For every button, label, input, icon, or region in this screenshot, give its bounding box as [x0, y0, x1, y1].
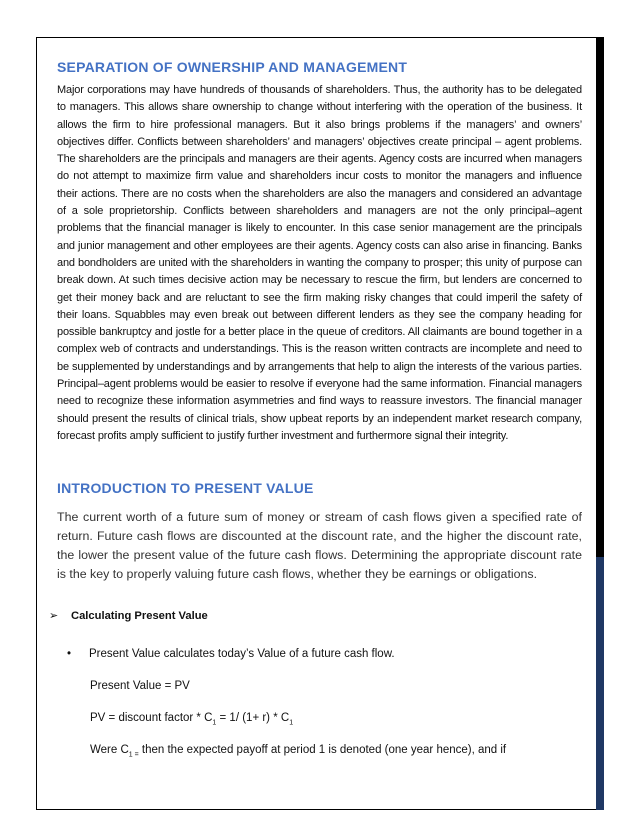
formula-subscript: 1	[289, 719, 294, 727]
formula-line-1: Present Value = PV	[90, 680, 190, 692]
arrow-bullet-icon: ➢	[49, 610, 59, 622]
formula-part: Were C	[90, 744, 129, 756]
right-margin-bar-blue	[596, 557, 604, 810]
formula-part: then the expected payoff at period 1 is denoted (one year hence), and if	[138, 744, 507, 756]
list-heading-calculating-pv	[49, 609, 208, 622]
right-margin-bar-black	[596, 37, 604, 557]
list-item-text: Present Value calculates today’s Value of a future cash flow.	[89, 648, 395, 660]
formula-part: = 1/ (1+ r) * C	[216, 712, 290, 724]
formula-part: PV = discount factor * C	[90, 712, 213, 724]
formula-subscript: 1 =	[128, 751, 139, 759]
list-heading-text: Calculating Present Value	[71, 610, 208, 622]
list-item	[67, 648, 395, 660]
formula-line-2	[90, 712, 293, 726]
section-title-present-value: INTRODUCTION TO PRESENT VALUE	[57, 480, 314, 496]
dot-bullet-icon: •	[67, 648, 72, 660]
section-title-separation: SEPARATION OF OWNERSHIP AND MANAGEMENT	[57, 59, 408, 75]
formula-line-3	[90, 744, 506, 758]
section-body-present-value: The current worth of a future sum of money or stream of cash flows given a specified rate of return. Future cash flows are discounted at the discount rate, and the higher the discount rate, the lower the present value of the future cash flows. Determining the appropriate discount rate is the key to properly valuing future cash flows, whether they be earnings or obligations.	[57, 510, 582, 581]
formula-subscript: 1	[212, 719, 217, 727]
section-body-separation: Major corporations may have hundreds of thousands of shareholders. Thus, the authority has to be delegated to managers. This allows share ownership to change without interfering with the operation of the business. It allows the firm to hire professional managers. But it also brings problems if the managers’ and owners’ objectives differ. Conflicts between shareholders’ and managers’ objectives create principal – agent problems. The shareholders are the principals and managers are their agents. Agency costs are incurred when managers do not attempt to maximize firm value and shareholders incur costs to monitor the managers and influence their actions. There are no costs when the shareholders are also the managers and considered an advantage of a sole proprietorship. Conflicts between shareholders and managers are not the only principal–agent problems that the financial manager is likely to encounter. In this case senior management are the principals and junior management and other employees are their agents. Agency costs can also arise in financing. Banks and bondholders are united with the shareholders in wanting the company to prosper; this unity of purpose can break down. At such times decisive action may be necessary to rescue the firm, but lenders are concerned to get their money back and are reluctant to see the firm making risky changes that could imperil the safety of their loans. Squabbles may even break out between different lenders as they see the company heading for possible bankruptcy and jostle for a better place in the queue of creditors. All claimants are bound together in a complex web of contracts and understandings. This is the reason written contracts are incomplete and need to be supplemented by understandings and by arrangements that help to align the interests of the various parties. Principal–agent problems would be easier to resolve if everyone had the same information. Financial managers need to recognize these information asymmetries and find ways to reassure investors. The financial manager should present the results of clinical trials, show upbeat reports by an independent market research company, forecast profits amply sufficient to justify further investment and furthermore signal their integrity.	[57, 84, 582, 442]
